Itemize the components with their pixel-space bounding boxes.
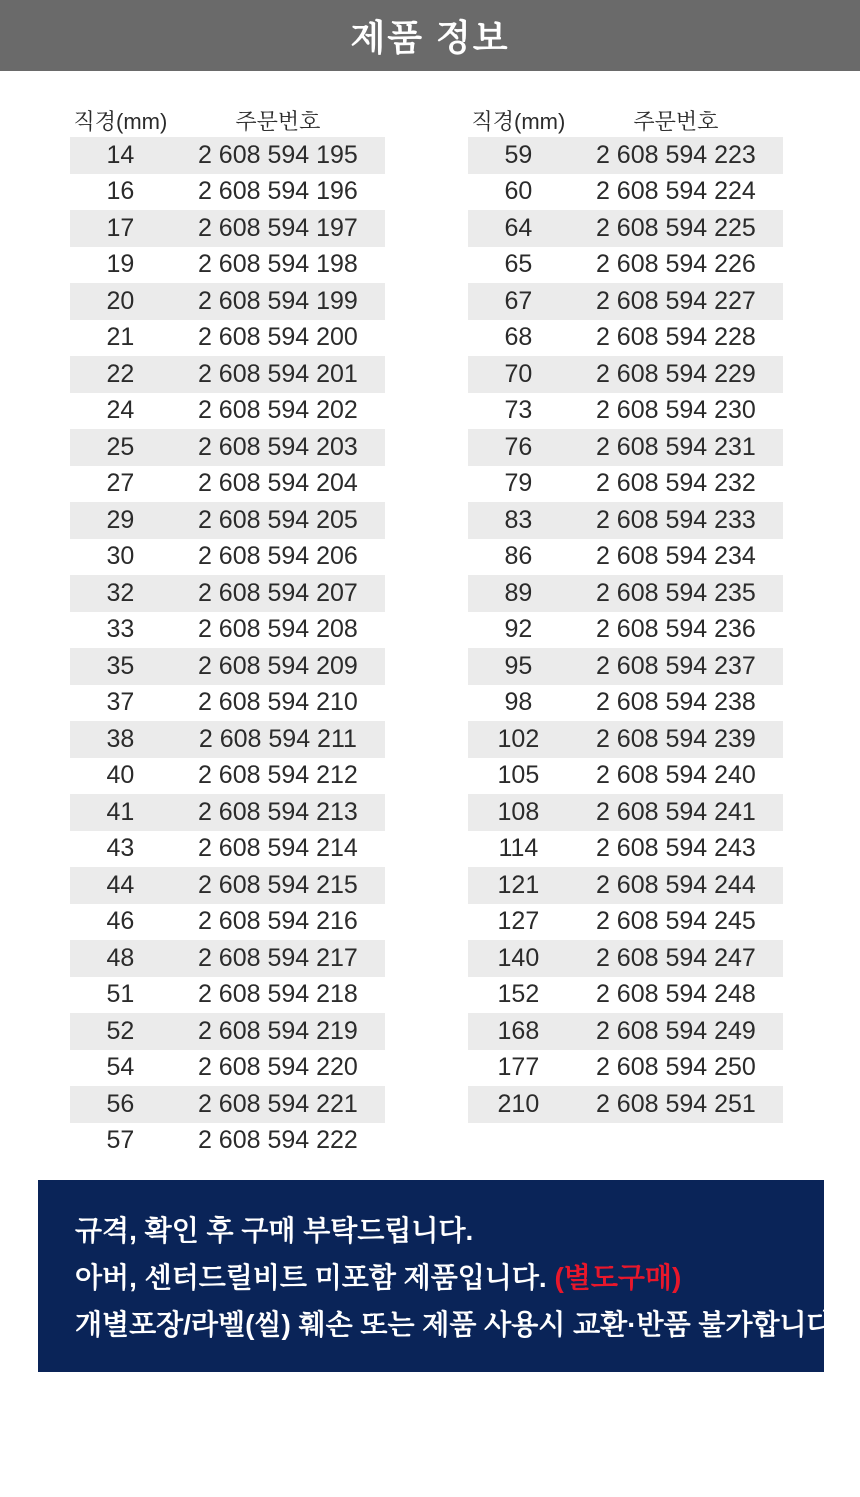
- notice-line-2-text: 아버, 센터드릴비트 미포함 제품입니다.: [75, 1262, 555, 1293]
- diameter-cell: 32: [106, 578, 135, 607]
- table-row: [468, 721, 783, 758]
- table-row: [70, 466, 385, 503]
- diameter-cell: 19: [106, 250, 135, 279]
- table-row: [468, 648, 783, 685]
- order-number-cell: 2 608 594 245: [595, 907, 756, 936]
- diameter-cell: 24: [106, 396, 135, 425]
- table-row: [468, 174, 783, 211]
- product-tables: [70, 104, 821, 1159]
- diameter-cell: 21: [106, 323, 135, 352]
- diameter-cell: 22: [106, 359, 135, 388]
- diameter-cell: 73: [504, 396, 533, 425]
- table-row: [70, 137, 385, 174]
- diameter-cell: 27: [106, 469, 135, 498]
- diameter-cell: 70: [504, 359, 533, 388]
- diameter-cell: 177: [497, 1053, 540, 1082]
- diameter-cell: 68: [504, 323, 533, 352]
- order-number-cell: 2 608 594 244: [595, 870, 756, 899]
- table-row: [70, 648, 385, 685]
- diameter-cell: 59: [504, 140, 533, 169]
- table-row: [70, 575, 385, 612]
- order-number-cell: 2 608 594 237: [595, 651, 756, 680]
- table-row: [70, 758, 385, 795]
- diameter-cell: 102: [497, 724, 540, 753]
- diameter-cell: 17: [106, 213, 135, 242]
- table-row: [468, 539, 783, 576]
- table-header-row: [70, 104, 385, 137]
- order-number-cell: 2 608 594 214: [197, 834, 358, 863]
- table-row: [70, 1123, 385, 1160]
- order-number-cell: 2 608 594 213: [197, 797, 358, 826]
- table-row: [70, 940, 385, 977]
- order-number-cell: 2 608 594 204: [197, 469, 358, 498]
- table-row: [468, 831, 783, 868]
- diameter-cell: 29: [106, 505, 135, 534]
- order-number-cell: 2 608 594 224: [595, 177, 756, 206]
- diameter-cell: 92: [504, 615, 533, 644]
- order-number-cell: 2 608 594 215: [197, 870, 358, 899]
- diameter-cell: 46: [106, 907, 135, 936]
- diameter-cell: 16: [106, 177, 135, 206]
- order-number-cell: 2 608 594 236: [595, 615, 756, 644]
- diameter-cell: 51: [106, 980, 135, 1009]
- diameter-cell: 37: [106, 688, 135, 717]
- table-row: [70, 320, 385, 357]
- order-number-cell: 2 608 594 207: [197, 578, 358, 607]
- order-number-cell: 2 608 594 247: [595, 943, 756, 972]
- order-number-cell: 2 608 594 233: [595, 505, 756, 534]
- table-row: [70, 283, 385, 320]
- table-row: [468, 283, 783, 320]
- order-number-cell: 2 608 594 220: [197, 1053, 358, 1082]
- notice-box: [38, 1180, 842, 1372]
- table-row: [468, 466, 783, 503]
- order-number-cell: 2 608 594 230: [595, 396, 756, 425]
- table-row: [468, 1050, 783, 1087]
- diameter-cell: 83: [504, 505, 533, 534]
- order-number-cell: 2 608 594 235: [595, 578, 756, 607]
- table-row: [70, 247, 385, 284]
- diameter-cell: 114: [498, 834, 539, 863]
- diameter-cell: 30: [106, 542, 135, 571]
- table-row: [468, 904, 783, 941]
- order-table-left: [70, 104, 385, 1159]
- order-number-cell: 2 608 594 227: [595, 286, 756, 315]
- order-number-cell: 2 608 594 239: [595, 724, 756, 753]
- order-number-cell: 2 608 594 205: [197, 505, 358, 534]
- diameter-cell: 152: [497, 980, 540, 1009]
- diameter-cell: 98: [504, 688, 533, 717]
- diameter-cell: 56: [106, 1089, 135, 1118]
- order-number-cell: 2 608 594 202: [197, 396, 358, 425]
- order-number-cell: 2 608 594 226: [595, 250, 756, 279]
- order-number-cell: 2 608 594 240: [595, 761, 756, 790]
- table-row: [468, 1013, 783, 1050]
- order-number-cell: 2 608 594 209: [197, 651, 358, 680]
- order-number-cell: 2 608 594 211: [198, 724, 357, 753]
- diameter-cell: 105: [497, 761, 540, 790]
- table-row: [70, 1086, 385, 1123]
- order-number-cell: 2 608 594 221: [197, 1089, 358, 1118]
- table-row: [70, 685, 385, 722]
- table-row: [468, 429, 783, 466]
- order-number-cell: 2 608 594 216: [197, 907, 358, 936]
- order-number-cell: 2 608 594 225: [595, 213, 756, 242]
- diameter-cell: 20: [106, 286, 135, 315]
- table-row: [468, 977, 783, 1014]
- order-number-cell: 2 608 594 248: [595, 980, 756, 1009]
- order-table-right: [468, 104, 783, 1159]
- diameter-cell: 41: [106, 797, 135, 826]
- table-row: [70, 831, 385, 868]
- table-row: [468, 794, 783, 831]
- table-row: [468, 393, 783, 430]
- table-row: [468, 356, 783, 393]
- diameter-cell: 52: [106, 1016, 135, 1045]
- order-number-cell: 2 608 594 196: [197, 177, 358, 206]
- diameter-cell: 210: [497, 1089, 540, 1118]
- notice-line-2: [75, 1254, 804, 1301]
- order-number-cell: 2 608 594 249: [595, 1016, 756, 1045]
- page-title: 제품 정보: [350, 17, 510, 58]
- diameter-column-header: 직경(mm): [73, 109, 168, 134]
- order-number-cell: 2 608 594 198: [197, 250, 358, 279]
- diameter-cell: 14: [106, 140, 135, 169]
- diameter-cell: 89: [504, 578, 533, 607]
- diameter-cell: 168: [497, 1016, 540, 1045]
- diameter-cell: 67: [504, 286, 533, 315]
- table-row: [70, 210, 385, 247]
- diameter-cell: 76: [504, 432, 533, 461]
- diameter-cell: 43: [106, 834, 135, 863]
- order-number-cell: 2 608 594 218: [197, 980, 358, 1009]
- table-row: [70, 539, 385, 576]
- order-number-column-header: 주문번호: [235, 109, 321, 134]
- table-row: [70, 502, 385, 539]
- diameter-cell: 64: [504, 213, 533, 242]
- table-row: [70, 393, 385, 430]
- table-row: [70, 356, 385, 393]
- table-row: [468, 758, 783, 795]
- table-row: [468, 1086, 783, 1123]
- order-number-cell: 2 608 594 199: [197, 286, 358, 315]
- diameter-cell: 127: [497, 907, 540, 936]
- order-number-cell: 2 608 594 197: [197, 213, 358, 242]
- table-row: [70, 794, 385, 831]
- order-number-cell: 2 608 594 203: [197, 432, 358, 461]
- table-row: [468, 575, 783, 612]
- table-row: [70, 429, 385, 466]
- order-number-cell: 2 608 594 234: [595, 542, 756, 571]
- diameter-cell: 40: [106, 761, 135, 790]
- table-body: [468, 137, 783, 1123]
- table-row: [70, 1050, 385, 1087]
- order-number-cell: 2 608 594 250: [595, 1053, 756, 1082]
- notice-line-3: 개별포장/라벨(씰) 훼손 또는 제품 사용시 교환·반품 불가합니다.: [75, 1309, 842, 1340]
- table-row: [70, 867, 385, 904]
- order-number-cell: 2 608 594 210: [197, 688, 358, 717]
- table-row: [70, 174, 385, 211]
- table-header-row: [468, 104, 783, 137]
- table-row: [70, 977, 385, 1014]
- order-number-cell: 2 608 594 217: [197, 943, 358, 972]
- table-row: [70, 612, 385, 649]
- diameter-cell: 48: [106, 943, 135, 972]
- table-row: [468, 247, 783, 284]
- table-row: [468, 137, 783, 174]
- order-number-cell: 2 608 594 201: [197, 359, 358, 388]
- diameter-cell: 140: [497, 943, 540, 972]
- diameter-cell: 79: [504, 469, 533, 498]
- order-number-cell: 2 608 594 228: [595, 323, 756, 352]
- diameter-cell: 86: [504, 542, 533, 571]
- diameter-cell: 33: [106, 615, 135, 644]
- order-number-cell: 2 608 594 222: [197, 1126, 358, 1155]
- table-row: [70, 1013, 385, 1050]
- order-number-cell: 2 608 594 206: [197, 542, 358, 571]
- order-number-cell: 2 608 594 241: [595, 797, 756, 826]
- order-number-cell: 2 608 594 231: [595, 432, 756, 461]
- diameter-cell: 65: [504, 250, 533, 279]
- diameter-column-header: 직경(mm): [471, 109, 566, 134]
- order-number-cell: 2 608 594 251: [595, 1089, 756, 1118]
- table-row: [70, 904, 385, 941]
- table-row: [468, 210, 783, 247]
- order-number-cell: 2 608 594 208: [197, 615, 358, 644]
- table-row: [70, 721, 385, 758]
- table-row: [468, 940, 783, 977]
- diameter-cell: 44: [106, 870, 135, 899]
- diameter-cell: 95: [504, 651, 533, 680]
- table-row: [468, 867, 783, 904]
- diameter-cell: 108: [497, 797, 540, 826]
- order-number-cell: 2 608 594 219: [197, 1016, 358, 1045]
- diameter-cell: 57: [106, 1126, 135, 1155]
- order-number-column-header: 주문번호: [633, 109, 719, 134]
- order-number-cell: 2 608 594 232: [595, 469, 756, 498]
- order-number-cell: 2 608 594 200: [197, 323, 358, 352]
- order-number-cell: 2 608 594 243: [595, 834, 756, 863]
- order-number-cell: 2 608 594 238: [595, 688, 756, 717]
- diameter-cell: 60: [504, 177, 533, 206]
- order-number-cell: 2 608 594 212: [197, 761, 358, 790]
- page-header: [0, 0, 860, 71]
- diameter-cell: 35: [106, 651, 135, 680]
- table-row: [468, 685, 783, 722]
- diameter-cell: 25: [106, 432, 135, 461]
- table-row: [468, 320, 783, 357]
- order-number-cell: 2 608 594 223: [595, 140, 756, 169]
- order-number-cell: 2 608 594 195: [197, 140, 358, 169]
- notice-line-2-highlight: (별도구매): [554, 1262, 682, 1293]
- table-body: [70, 137, 385, 1159]
- diameter-cell: 38: [106, 724, 135, 753]
- table-row: [468, 502, 783, 539]
- diameter-cell: 54: [106, 1053, 135, 1082]
- table-row: [468, 612, 783, 649]
- order-number-cell: 2 608 594 229: [595, 359, 756, 388]
- diameter-cell: 121: [497, 870, 540, 899]
- notice-line-1: 규격, 확인 후 구매 부탁드립니다.: [75, 1215, 474, 1246]
